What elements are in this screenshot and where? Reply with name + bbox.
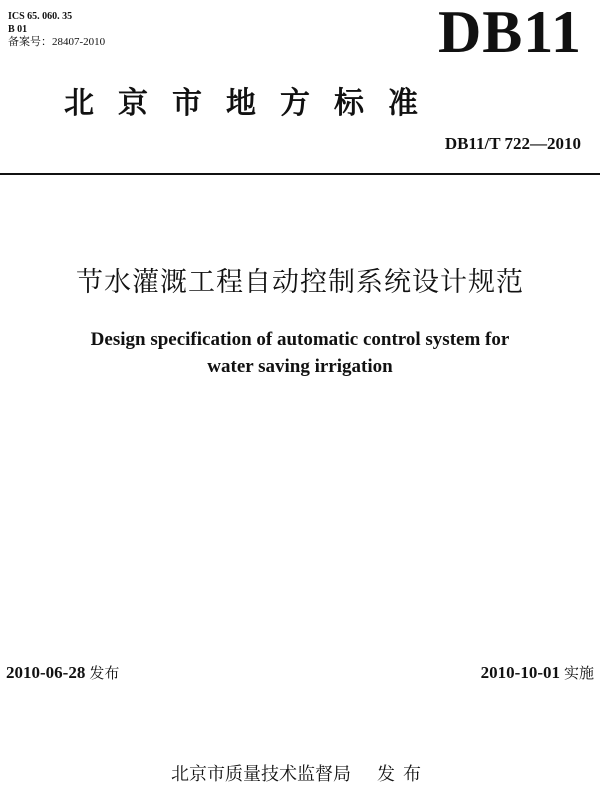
english-title-line-2: water saving irrigation: [207, 356, 393, 377]
english-title: [20, 326, 580, 380]
implementation-date: 2010-10-01: [480, 663, 560, 682]
issue-date: 2010-06-28: [6, 663, 86, 682]
divider-rule: [0, 173, 600, 175]
standard-code: DB11: [437, 0, 582, 65]
issue-label: 发布: [89, 664, 120, 682]
standard-number: DB11/T 722—2010: [444, 134, 581, 153]
issuer-line: [0, 764, 600, 786]
ccs-code: B 01: [8, 24, 28, 35]
ics-code: ICS 65. 060. 35: [8, 11, 73, 22]
issue-date-line: [6, 663, 119, 683]
implementation-date-line: [481, 663, 594, 683]
issuer-name: 北京市质量技术监督局: [171, 764, 351, 785]
chinese-title: 节水灌溉工程自动控制系统设计规范: [76, 267, 524, 298]
classification-block: [8, 10, 105, 49]
filing-number: 备案号：28407-2010: [8, 36, 106, 48]
english-title-line-1: Design specification of automatic control system for: [90, 329, 510, 350]
standard-category: 北京市地方标准: [64, 86, 442, 121]
implementation-label: 实施: [563, 664, 594, 682]
issuer-action: 发布: [377, 764, 429, 785]
